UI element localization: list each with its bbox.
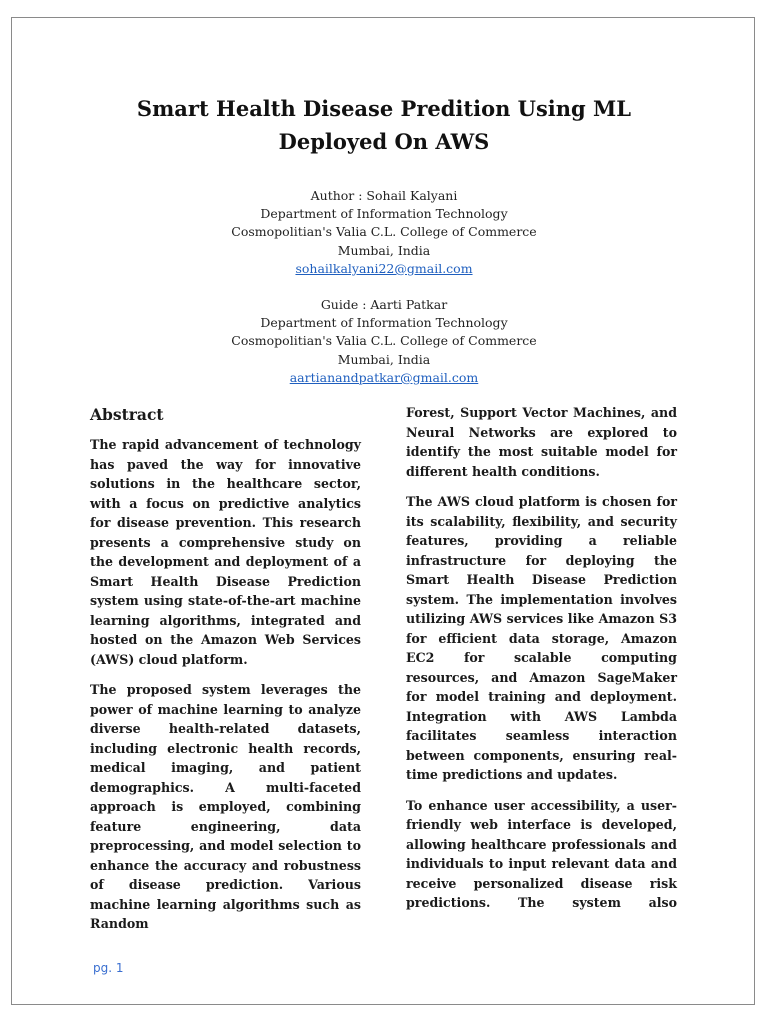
author-block: [80, 187, 688, 278]
guide-location: Mumbai, India: [337, 351, 431, 367]
guide-college: Cosmopolitian's Valia C.L. College of Commerce: [231, 333, 537, 349]
author-college: Cosmopolitian's Valia C.L. College of Commerce: [231, 224, 537, 240]
author-name: Author : Sohail Kalyani: [310, 188, 458, 203]
guide-email-link[interactable]: aartianandpatkar@gmail.com: [289, 369, 479, 385]
abstract-paragraph: The AWS cloud platform is chosen for its scalability, flexibility, and security features, providing a reliable infrastructure for deploying the Smart Health Disease Prediction system. The implementation involves utilizing AWS services like Amazon S3 for efficient data storage, Amazon EC2 for scalable computing resources, and Amazon SageMaker for model training and deployment. Integration with AWS Lambda facilitates seamless interaction between components, ensuring real-time predictions and updates.: [406, 494, 677, 782]
guide-department: Department of Information Technology: [260, 315, 508, 331]
paper-title: Smart Health Disease Predition Using ML Deployed On AWS: [136, 96, 632, 154]
guide-block: [80, 296, 688, 387]
left-column: [90, 403, 361, 945]
abstract-paragraph: The rapid advancement of technology has paved the way for innovative solutions in the healthcare sector, with a focus on predictive analytics for disease prevention. This research presents a comprehensive study on the development and deployment of a Smart Health Disease Prediction system using state-of-the-art machine learning algorithms, integrated and hosted on the Amazon Web Services (AWS) cloud platform.: [90, 437, 361, 667]
abstract-paragraph: Forest, Support Vector Machines, and Neural Networks are explored to identify the most suitable model for different health conditions.: [406, 405, 677, 479]
page-number: pg. 1: [93, 961, 124, 975]
guide-name: Guide : Aarti Patkar: [320, 297, 448, 312]
author-email-link[interactable]: sohailkalyani22@gmail.com: [295, 260, 473, 276]
abstract-paragraph: The proposed system leverages the power of machine learning to analyze diverse health-related datasets, including electronic health records, medical imaging, and patient demographics. A multi-faceted approach is employed, combining feature engineering, data preprocessing, and model selection to enhance the accuracy and robustness of disease prediction. Various machine learning algorithms such as Random: [90, 682, 361, 931]
right-column: [406, 403, 677, 924]
author-location: Mumbai, India: [337, 242, 431, 258]
author-department: Department of Information Technology: [260, 206, 508, 222]
abstract-heading: Abstract: [90, 405, 164, 424]
abstract-paragraph: To enhance user accessibility, a user-friendly web interface is developed, allowing healthcare professionals and individuals to input relevant data and receive personalized disease risk predictions. The system also: [406, 797, 677, 910]
